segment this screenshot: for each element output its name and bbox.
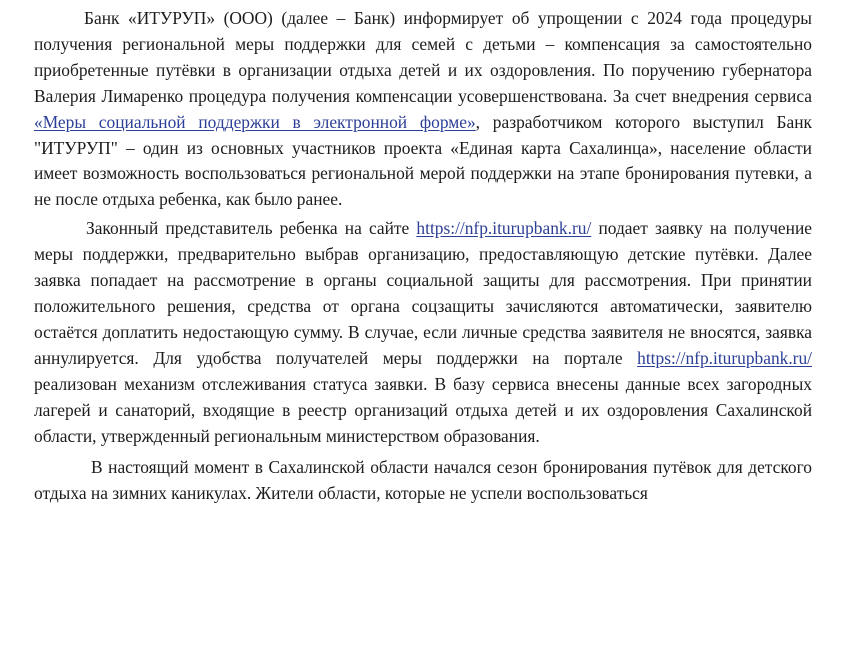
paragraph-text: Законный представитель ребенка на сайте — [86, 218, 417, 239]
paragraph-text: подает заявку на получение меры поддержки, предварительно выбрав организацию, предоставляющую детские путёвки. Далее заявка попадает на рассмотрение в органы социальной защиты для рассмотрения. При принятии положительного решения, средства от органа соцзащиты зачисляются автоматически, заявителю остаётся доплатить недостающую сумму. В случае, если личные средства заявителя не вносятся, заявка аннулируется. Для удобства получателей меры поддержки на портале — [34, 218, 812, 368]
paragraph-text: реализован механизм отслеживания статуса заявки. В базу сервиса внесены данные всех загородных лагерей и санаторий, входящие в реестр организаций отдыха детей и их оздоровления Сахалинской области, утвержденный региональным министерством образования. — [34, 373, 812, 446]
paragraph-text: В настоящий момент в Сахалинской области начался сезон бронирования путёвок для детского отдыха на зимних каникулах. Жители области, которые не успели воспользоваться — [34, 457, 812, 504]
paragraph-text: , разработчиком которого выступил Банк "ИТУРУП" – один из основных участников проекта «Единая карта Сахалинца», население области имеет возможность воспользоваться региональной мерой поддержки на этапе бронирования путевки, а не после отдыха ребенка, как было ранее. — [34, 111, 812, 210]
service-link[interactable]: «Меры социальной поддержки в электронной форме» — [34, 111, 476, 132]
paragraph-intro — [34, 6, 812, 213]
paragraph-procedure — [34, 216, 812, 449]
portal-link[interactable]: https://nfp.iturupbank.ru/ — [637, 347, 812, 368]
portal-link[interactable]: https://nfp.iturupbank.ru/ — [416, 218, 592, 239]
paragraph-text: Банк «ИТУРУП» (ООО) (далее – Банк) информирует об упрощении с 2024 года процедуры получения региональной меры поддержки для семей с детьми – компенсация за самостоятельно приобретенные путёвки в организации отдыха детей и их оздоровления. По поручению губернатора Валерия Лимаренко процедура получения компенсации усовершенствована. За счет внедрения сервиса — [34, 8, 812, 106]
document-page — [34, 6, 812, 507]
paragraph-season — [34, 455, 812, 507]
